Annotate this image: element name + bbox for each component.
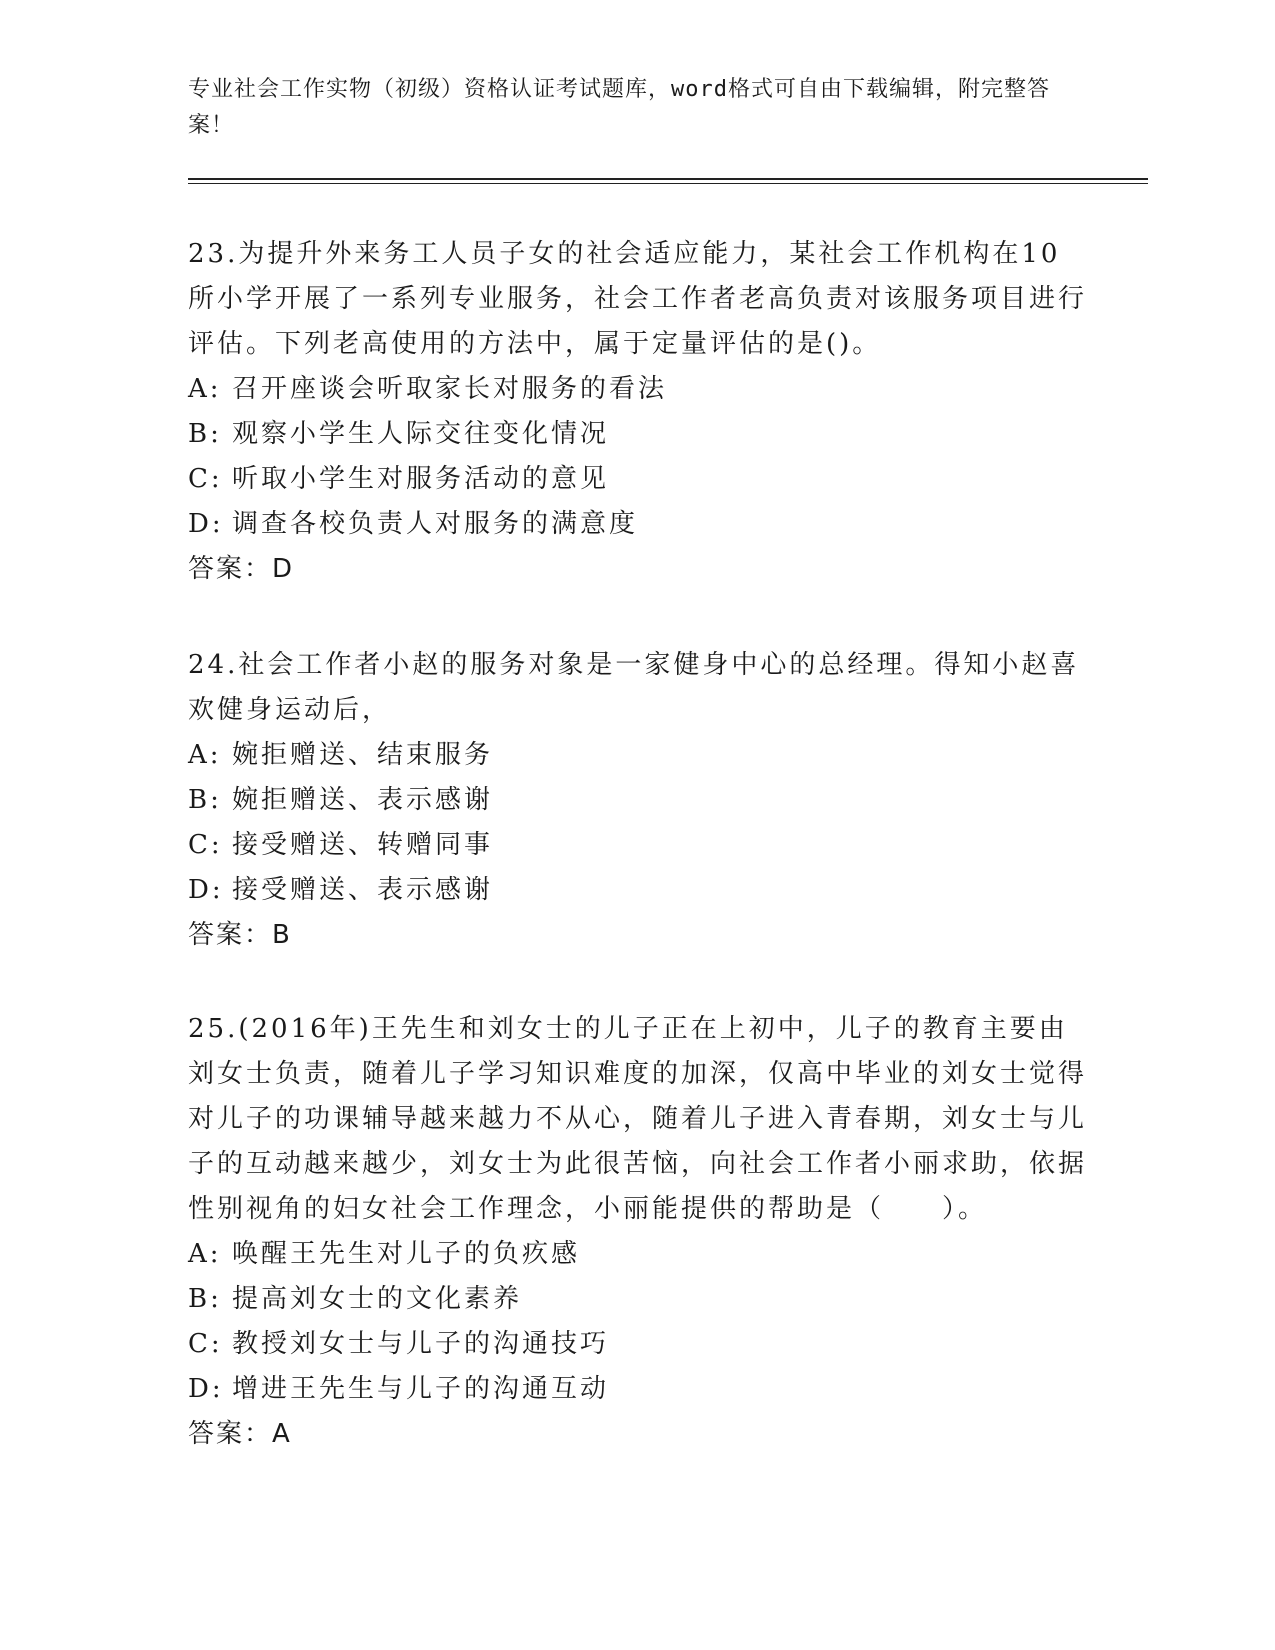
option-a	[188, 367, 1088, 412]
option-text: 提高刘女士的文化素养	[232, 1284, 523, 1314]
option-text: 婉拒赠送、结束服务	[232, 740, 494, 770]
option-text: 接受赠送、表示感谢	[232, 875, 494, 905]
answer-line: 答案：A	[188, 1419, 292, 1449]
option-key: B:	[188, 419, 222, 449]
header-divider	[188, 178, 1148, 184]
option-text: 接受赠送、转赠同事	[232, 830, 494, 860]
option-key: A:	[188, 1239, 222, 1269]
option-key: C:	[188, 830, 223, 860]
option-key: B:	[188, 1284, 222, 1314]
option-text: 婉拒赠送、表示感谢	[232, 785, 494, 815]
option-key: C:	[188, 464, 223, 494]
question-stem: 25.(2016年)王先生和刘女士的儿子正在上初中，儿子的教育主要由刘女士负责，随着儿子学习知识难度的加深，仅高中毕业的刘女士觉得对儿子的功课辅导越来越力不从心，随着儿子进入青春期，刘女士与儿子的互动越来越少，刘女士为此很苦恼，向社会工作者小丽求助，依据性别视角的妇女社会工作理念，小丽能提供的帮助是（ ）。	[188, 1014, 1088, 1224]
option-d	[188, 502, 1088, 547]
option-key: B:	[188, 785, 222, 815]
answer-line: 答案：D	[188, 554, 295, 584]
option-key: A:	[188, 740, 222, 770]
option-c	[188, 823, 1088, 868]
question-25	[188, 1007, 1088, 1457]
option-key: D:	[188, 509, 224, 539]
option-a	[188, 733, 1088, 778]
option-text: 增进王先生与儿子的沟通互动	[232, 1374, 610, 1404]
option-key: D:	[188, 1374, 224, 1404]
option-text: 唤醒王先生对儿子的负疚感	[232, 1239, 581, 1269]
option-c	[188, 457, 1088, 502]
option-text: 教授刘女士与儿子的沟通技巧	[232, 1329, 610, 1359]
option-text: 调查各校负责人对服务的满意度	[232, 509, 639, 539]
option-d	[188, 868, 1088, 913]
option-b	[188, 412, 1088, 457]
option-b	[188, 778, 1088, 823]
option-text: 听取小学生对服务活动的意见	[232, 464, 610, 494]
option-key: C:	[188, 1329, 223, 1359]
option-text: 召开座谈会听取家长对服务的看法	[232, 374, 668, 404]
question-stem: 23.为提升外来务工人员子女的社会适应能力，某社会工作机构在10所小学开展了一系列专业服务，社会工作者老高负责对该服务项目进行评估。下列老高使用的方法中，属于定量评估的是()。	[188, 239, 1088, 359]
option-a	[188, 1232, 1088, 1277]
option-c	[188, 1322, 1088, 1367]
option-key: D:	[188, 875, 224, 905]
option-d	[188, 1367, 1088, 1412]
document-header: 专业社会工作实物（初级）资格认证考试题库，word格式可自由下载编辑，附完整答案！	[188, 77, 1050, 138]
answer-line: 答案：B	[188, 920, 292, 950]
option-b	[188, 1277, 1088, 1322]
question-stem: 24.社会工作者小赵的服务对象是一家健身中心的总经理。得知小赵喜欢健身运动后，	[188, 650, 1080, 725]
question-24	[188, 643, 1088, 958]
option-key: A:	[188, 374, 222, 404]
question-23	[188, 232, 1088, 592]
option-text: 观察小学生人际交往变化情况	[232, 419, 610, 449]
